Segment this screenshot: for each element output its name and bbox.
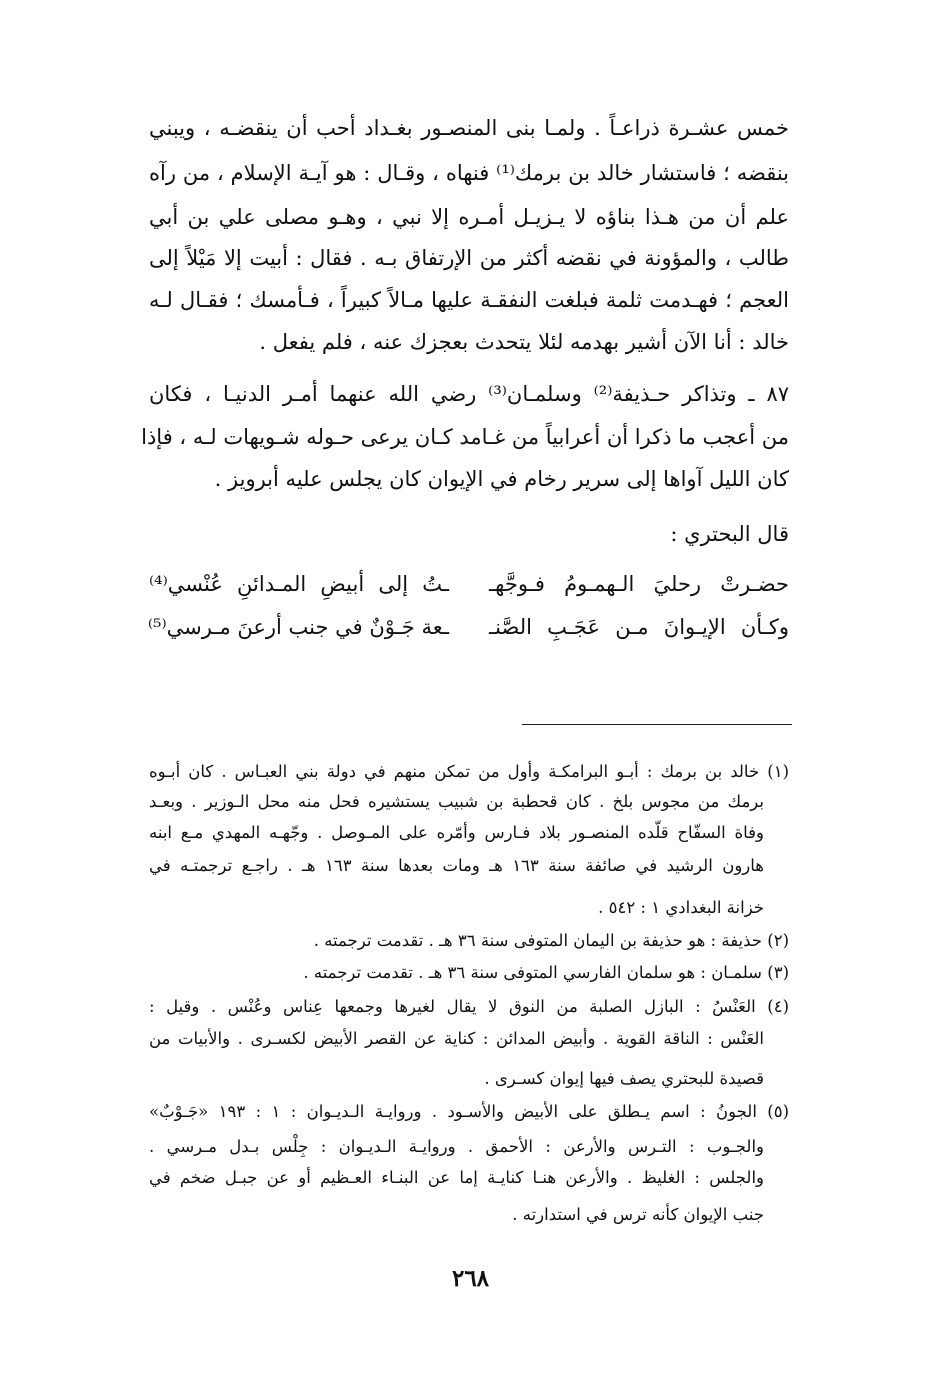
footnote-line: (١) خالد بن برمك : أبـو البرامكـة وأول من تمكن منهم في دولة بني العبـاس . كان أبـوه <box>149 762 789 781</box>
text-line: علم أن من هـذا بناؤه لا يـزيـل أمـره إلا نبي ، وهـو مصلى علي بن أبي <box>149 205 789 229</box>
text-line: خالد : أنا الآن أشير بهدمه لئلا يتحدث بعجزك عنه ، فلم يفعل . <box>259 330 789 354</box>
text-line: كان الليل آواها إلى سرير رخام في الإيوان كان يجلس عليه أبرويز . <box>214 467 789 491</box>
text-line: العجم ؛ فهـدمت ثلمة فبلغت النفقـة عليها مـالاً كبيراً ، فـأمسك ؛ فقـال لـه <box>149 288 789 312</box>
footnote-line: جنب الإيوان كأنه ترس في استدارته . <box>512 1205 764 1224</box>
text-line: بنقضه ؛ فاستشار خالد بن برمك⁽¹⁾ فنهاه ، وقـال : هو آيـة الإسلام ، من رآه <box>149 161 789 185</box>
footnote-line: قصيدة للبحتري يصف فيها إيوان كسـرى . <box>484 1069 764 1088</box>
footnote-line: (٤) العَنْسُ : البازل الصلبة من النوق لا يقال لغيرها وجمعها عِناس وعُنْس . وقيل : <box>149 997 789 1016</box>
text-line: طالب ، والمؤونة في نقضه أكثر من الإرتفاق بـه . فقال : أبيت إلا مَيْلاً إلى <box>149 246 789 270</box>
footnote-line: (٢) حذيفة : هو حذيفة بن اليمان المتوفى سنة ٣٦ هـ . تقدمت ترجمته . <box>313 931 789 950</box>
footnote-line: (٥) الجونُ : اسم يـطلق على الأبيض والأسـود . وروايـة الـديـوان : ١ : ١٩٣ «جَـوْبٌ» <box>149 1102 789 1121</box>
text-line: من أعجب ما ذكرا أن أعرابياً من غـامد كـان يرعى حـوله شـويهات لـه ، فإذا <box>141 425 789 449</box>
footnote-line: هارون الرشيد في صائفة سنة ١٦٣ هـ ومات بعدها سنة ١٦٣ هـ . راجـع ترجمتـه في <box>149 856 764 875</box>
verse-first-hemistich: وكـأن الإيـوانَ مـن عَجَـبِ الصَّنـ <box>489 615 789 639</box>
verse-first-hemistich: حضـرتْ رحليَ الـهمـومُ فـوجَّهـ <box>489 572 789 596</box>
page-number: ٢٦٨ <box>451 1265 490 1292</box>
footnote-line: خزانة البغدادي ١ : ٥٤٢ . <box>598 898 764 917</box>
footnote-line: والجـوب : التـرس والأرعن : الأحمق . وروايـة الـديـوان : جِلْس بـدل مـرسي . <box>149 1137 764 1156</box>
text-line: ٨٧ ـ وتذاكر حـذيفة⁽²⁾ وسلمـان⁽³⁾ رضي الله عنهما أمـر الدنيـا ، فكان <box>149 382 789 406</box>
text-line: خمس عشـرة ذراعـاً . ولمـا بنى المنصـور بغـداد أحب أن ينقضـه ، ويبني <box>149 116 789 140</box>
footnote-separator <box>522 724 792 725</box>
footnote-line: (٣) سلمـان : هو سلمان الفارسي المتوفى سنة ٣٦ هـ . تقدمت ترجمته . <box>303 963 789 982</box>
footnote-line: والجلس : الغليظ . والأرعن هنـا كنايـة إما عن البنـاء العـظيم أو عن جبـل ضخم في <box>149 1168 764 1187</box>
verse-second-hemistich: ـتُ إلى أبيضِ المـدائنِ عُنْسي⁽⁴⁾ <box>149 572 449 596</box>
verse-line <box>149 566 789 602</box>
footnote-line: العَنْس : الناقة القوية . وأبيض المدائن : كناية عن القصر الأبيض لكسـرى . والأبيات من <box>149 1029 764 1048</box>
footnote-line: برمك من مجوس بلخ . كان قحطبة بن شبيب يستشيره فحل منه محل الـوزير . وبعـد <box>149 792 764 811</box>
verse-second-hemistich: ـعة جَـوْنٌ في جنب أرعنَ مـرسي⁽⁵⁾ <box>147 615 449 639</box>
verse-line <box>149 609 789 645</box>
poet-intro: قال البحتري : <box>670 522 789 546</box>
footnote-line: وفاة السفّاح قلّده المنصـور بلاد فـارس وأمّره على المـوصل . وجّهـه المهدي مـع ابنه <box>149 823 764 842</box>
